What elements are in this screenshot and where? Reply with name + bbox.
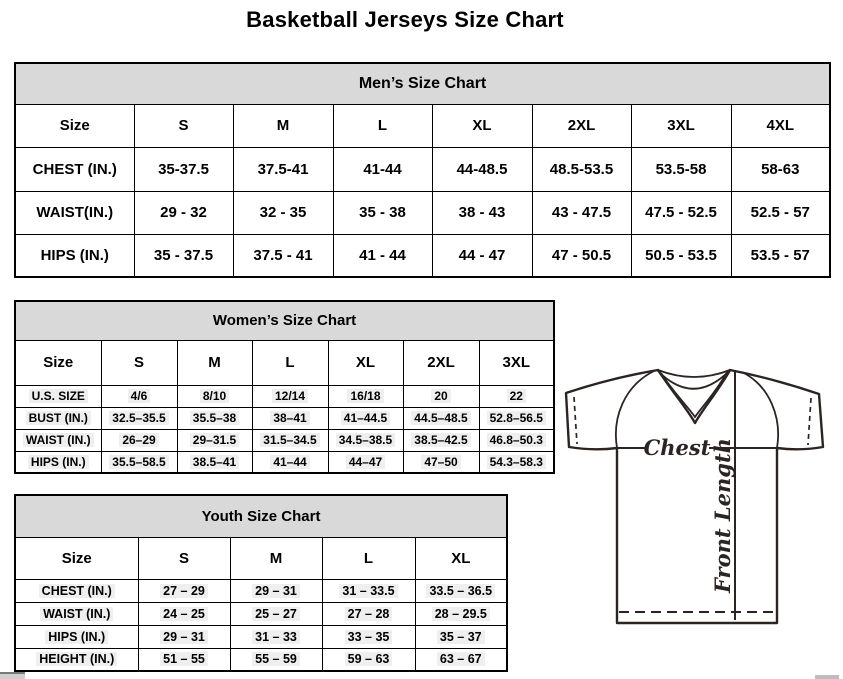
cell: 47 - 50.5 [532, 234, 631, 277]
collar-icon [658, 370, 730, 417]
cell: 41–44.5 [328, 407, 403, 429]
cell: 33 – 35 [322, 625, 415, 648]
column-header: 3XL [479, 340, 554, 385]
cell: 41 - 44 [333, 234, 432, 277]
womens-size-table [14, 300, 555, 474]
cell: 35.5–38 [177, 407, 252, 429]
cell: 47–50 [403, 451, 479, 473]
cell: 44 - 47 [432, 234, 532, 277]
cell: 12/14 [252, 385, 328, 407]
column-header-row [15, 104, 830, 147]
cell: 52.5 - 57 [731, 191, 830, 234]
cell: 58-63 [731, 147, 830, 191]
row-label: BUST (IN.) [15, 407, 101, 429]
cell: 22 [479, 385, 554, 407]
cell: 38.5–42.5 [403, 429, 479, 451]
cell: 63 – 67 [415, 648, 507, 671]
column-header: XL [432, 104, 532, 147]
column-header: 2XL [532, 104, 631, 147]
table-title: Youth Size Chart [15, 495, 507, 537]
jersey-outline-icon [566, 370, 823, 623]
cell: 35 - 37.5 [134, 234, 233, 277]
cell: 31 – 33.5 [322, 579, 415, 602]
cell: 32 - 35 [233, 191, 333, 234]
mens-size-table [14, 62, 831, 278]
cell: 44–47 [328, 451, 403, 473]
column-header: Size [15, 340, 101, 385]
cell: 44-48.5 [432, 147, 532, 191]
cell: 59 – 63 [322, 648, 415, 671]
cell: 29 - 32 [134, 191, 233, 234]
scrollbar-fragment-left [0, 672, 25, 679]
cell: 4/6 [101, 385, 177, 407]
cell: 35-37.5 [134, 147, 233, 191]
table-row [15, 407, 554, 429]
column-header: L [322, 537, 415, 579]
table-row [15, 451, 554, 473]
cell: 47.5 - 52.5 [631, 191, 731, 234]
cell: 31 – 33 [230, 625, 322, 648]
cell: 27 – 29 [138, 579, 230, 602]
cell: 38 - 43 [432, 191, 532, 234]
row-label: CHEST (IN.) [15, 147, 134, 191]
cell: 16/18 [328, 385, 403, 407]
cell: 35 – 37 [415, 625, 507, 648]
cell: 20 [403, 385, 479, 407]
row-label: U.S. SIZE [15, 385, 101, 407]
jersey-measurement-diagram [556, 360, 840, 632]
column-header: 2XL [403, 340, 479, 385]
column-header: XL [415, 537, 507, 579]
cell: 25 – 27 [230, 602, 322, 625]
cell: 35 - 38 [333, 191, 432, 234]
table-row [15, 625, 507, 648]
youth-size-table [14, 494, 508, 672]
row-label: WAIST (IN.) [15, 429, 101, 451]
cell: 52.8–56.5 [479, 407, 554, 429]
row-label: WAIST (IN.) [15, 602, 138, 625]
cell: 32.5–35.5 [101, 407, 177, 429]
column-header: 4XL [731, 104, 830, 147]
table-title: Women’s Size Chart [15, 301, 554, 340]
cell: 38–41 [252, 407, 328, 429]
cell: 29 – 31 [138, 625, 230, 648]
page-title: Basketball Jerseys Size Chart [246, 7, 564, 32]
column-header: XL [328, 340, 403, 385]
cell: 28 – 29.5 [415, 602, 507, 625]
cell: 29 – 31 [230, 579, 322, 602]
table-row [15, 602, 507, 625]
table-row [15, 579, 507, 602]
table-title-row [15, 63, 830, 104]
cell: 34.5–38.5 [328, 429, 403, 451]
table-row [15, 191, 830, 234]
cell: 48.5-53.5 [532, 147, 631, 191]
column-header: M [233, 104, 333, 147]
column-header-row [15, 537, 507, 579]
chest-label: Chest [643, 435, 711, 460]
cell: 51 – 55 [138, 648, 230, 671]
cell: 35.5–58.5 [101, 451, 177, 473]
cell: 38.5–41 [177, 451, 252, 473]
cell: 43 - 47.5 [532, 191, 631, 234]
cell: 37.5-41 [233, 147, 333, 191]
cell: 37.5 - 41 [233, 234, 333, 277]
table-row [15, 234, 830, 277]
row-label: HIPS (IN.) [15, 234, 134, 277]
column-header: 3XL [631, 104, 731, 147]
cell: 8/10 [177, 385, 252, 407]
column-header: Size [15, 537, 138, 579]
column-header: L [333, 104, 432, 147]
cell: 50.5 - 53.5 [631, 234, 731, 277]
scrollbar-fragment-right [815, 675, 839, 679]
table-row [15, 429, 554, 451]
cell: 24 – 25 [138, 602, 230, 625]
column-header-row [15, 340, 554, 385]
row-label: HEIGHT (IN.) [15, 648, 138, 671]
cell: 33.5 – 36.5 [415, 579, 507, 602]
column-header: S [134, 104, 233, 147]
cell: 41–44 [252, 451, 328, 473]
column-header: M [177, 340, 252, 385]
table-row [15, 385, 554, 407]
column-header: S [138, 537, 230, 579]
column-header: L [252, 340, 328, 385]
cell: 44.5–48.5 [403, 407, 479, 429]
table-title: Men’s Size Chart [15, 63, 830, 104]
column-header: M [230, 537, 322, 579]
cell: 41-44 [333, 147, 432, 191]
table-title-row [15, 495, 507, 537]
row-label: WAIST(IN.) [15, 191, 134, 234]
table-row [15, 648, 507, 671]
row-label: HIPS (IN.) [15, 451, 101, 473]
row-label: HIPS (IN.) [15, 625, 138, 648]
cell: 54.3–58.3 [479, 451, 554, 473]
column-header: S [101, 340, 177, 385]
cell: 31.5–34.5 [252, 429, 328, 451]
cell: 27 – 28 [322, 602, 415, 625]
cell: 55 – 59 [230, 648, 322, 671]
row-label: CHEST (IN.) [15, 579, 138, 602]
cell: 53.5 - 57 [731, 234, 830, 277]
cell: 46.8–50.3 [479, 429, 554, 451]
cell: 29–31.5 [177, 429, 252, 451]
cell: 53.5-58 [631, 147, 731, 191]
front-length-label: Front Length [710, 438, 735, 593]
cell: 26–29 [101, 429, 177, 451]
column-header: Size [15, 104, 134, 147]
table-row [15, 147, 830, 191]
table-title-row [15, 301, 554, 340]
